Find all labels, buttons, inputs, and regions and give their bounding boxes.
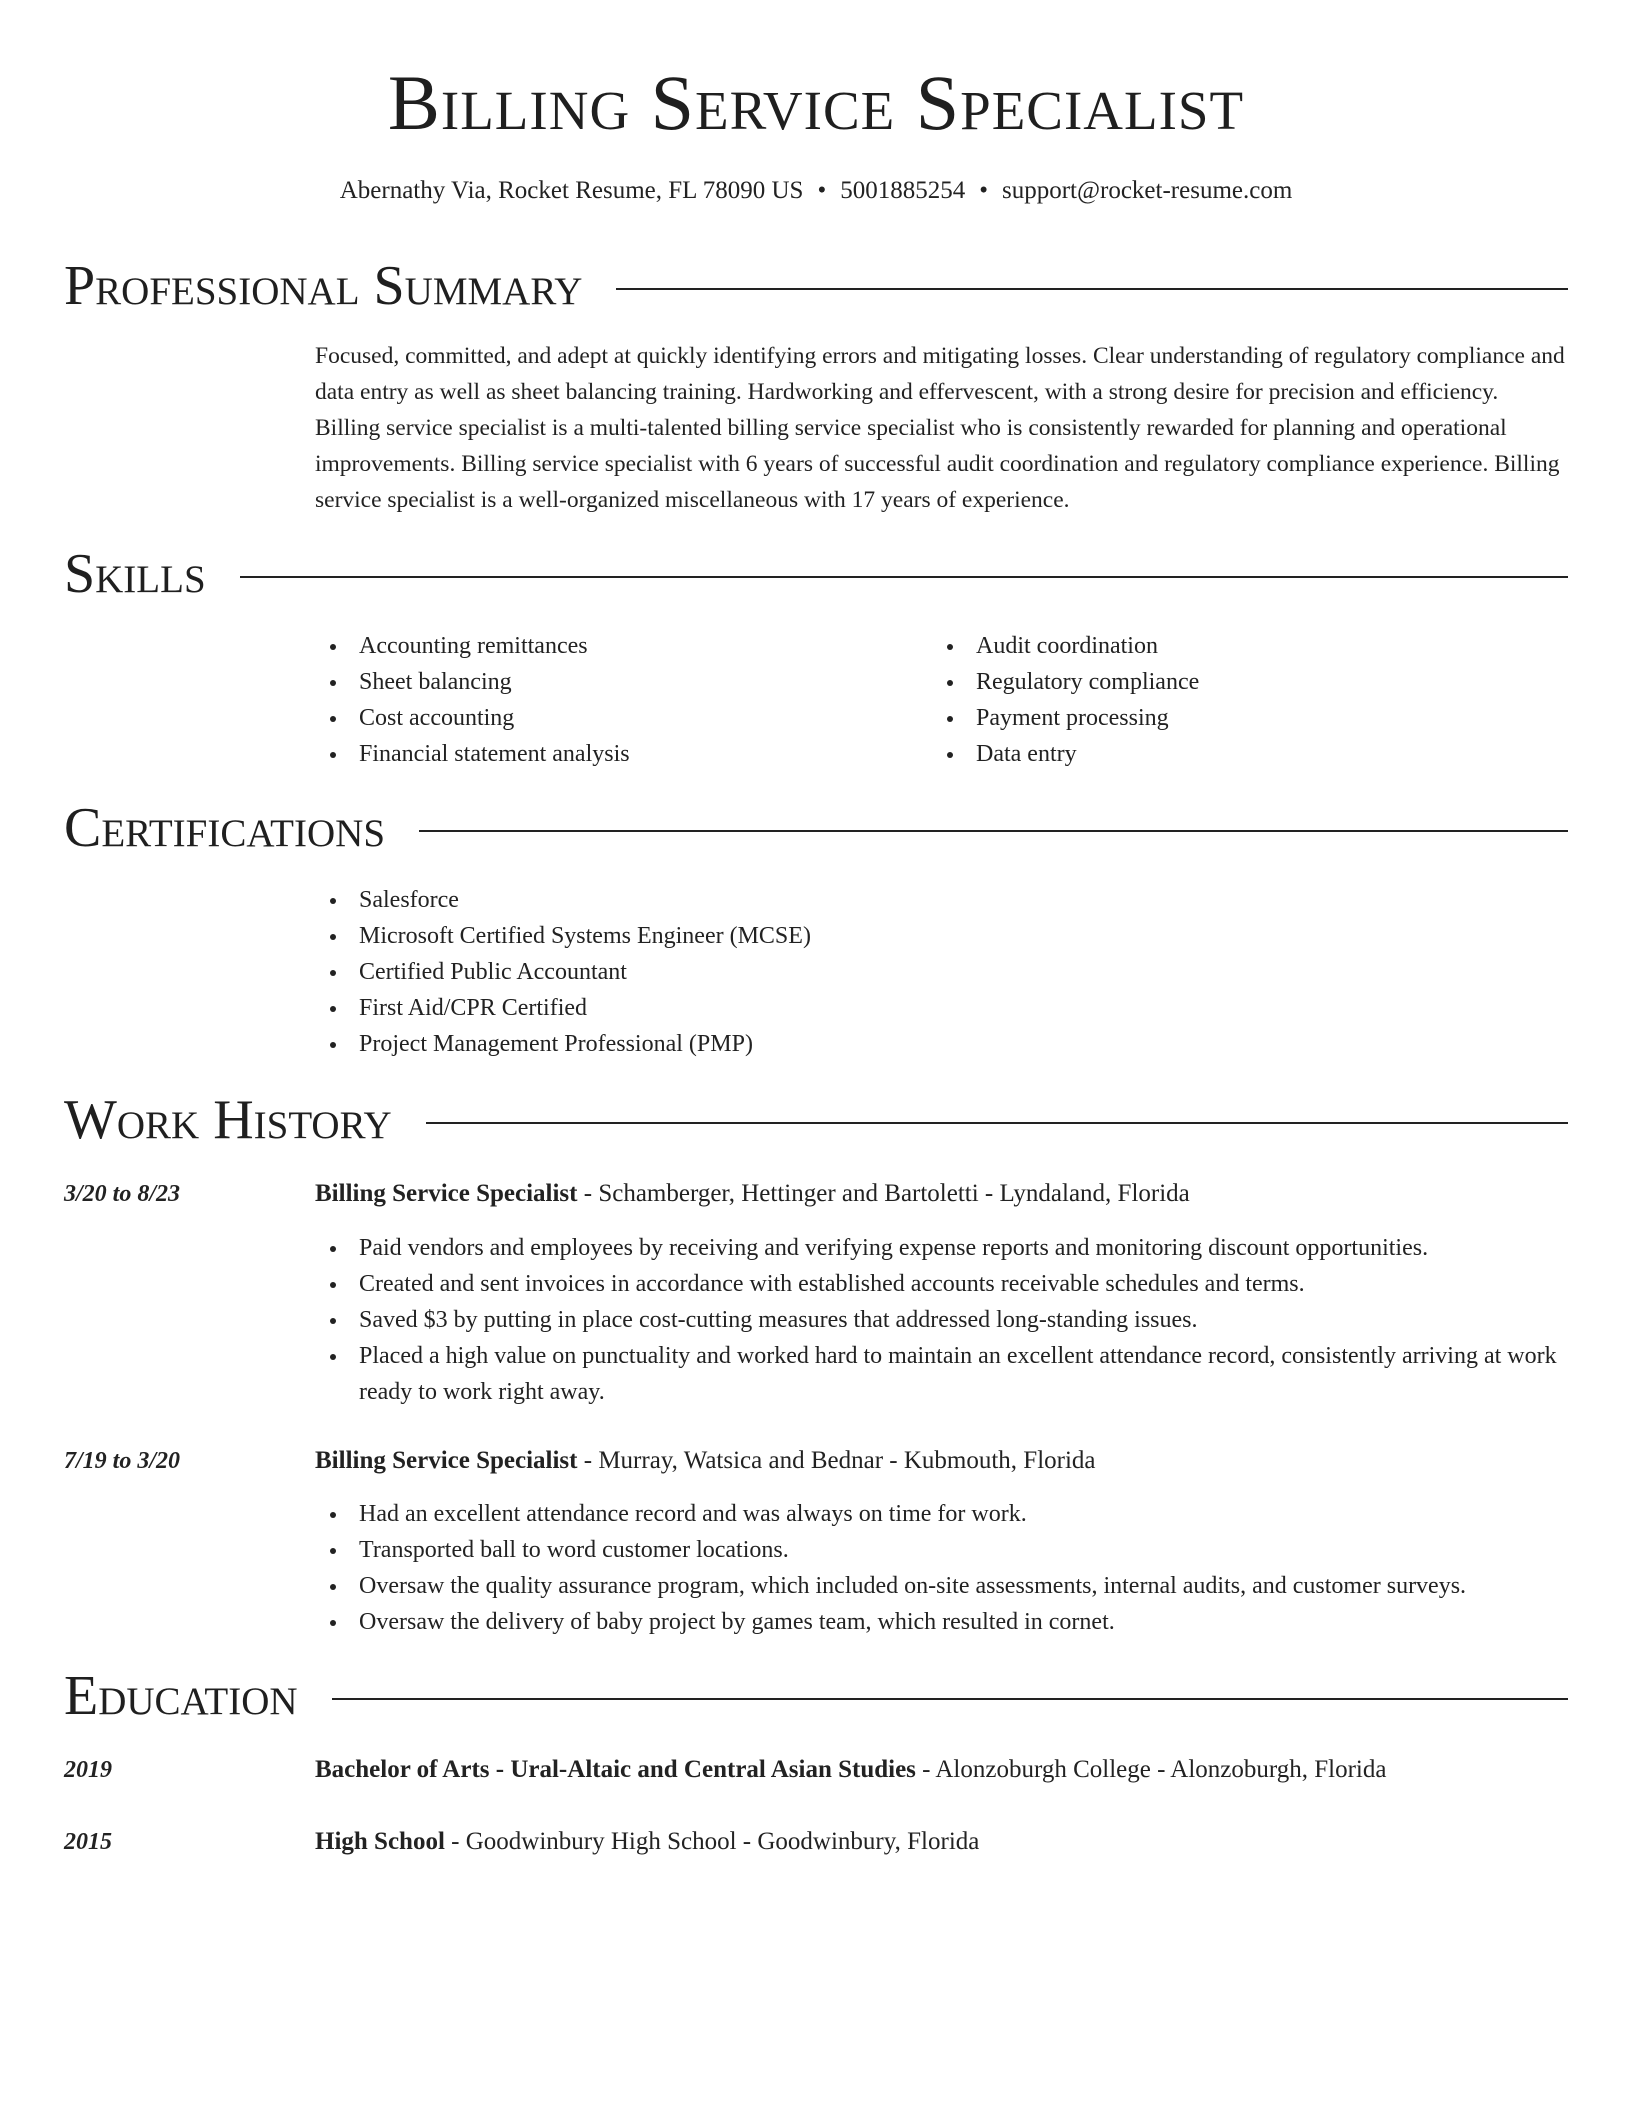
skills-list-right xyxy=(932,628,1199,772)
summary-text: Focused, committed, and adept at quickly identifying errors and mitigating losses. Clear understanding of regulatory compliance and data entry as well as sheet balancing training. Hardworking and effervescent, with a strong desire for precision and efficiency. Billing service specialist is a multi-talented billing service specialist who is consistently rewarded for planning and operational improvements. Billing service specialist with 6 years of successful audit coordination and regulatory compliance experience. Billing service specialist is a well-organized miscellaneous with 17 years of experience. xyxy=(315,343,1565,513)
contact-separator: • xyxy=(979,177,988,204)
contact-address: Abernathy Via, Rocket Resume, FL 78090 US xyxy=(339,177,804,204)
job-dates: 3/20 to 8/23 xyxy=(64,1181,181,1207)
skill-item: Accounting remittances xyxy=(315,628,630,664)
section-divider xyxy=(426,1122,1568,1124)
skill-item: Regulatory compliance xyxy=(932,664,1199,700)
job-employer: - Murray, Watsica and Bednar - Kubmouth, Florida xyxy=(577,1447,1096,1474)
section-divider xyxy=(240,576,1568,578)
certification-item: First Aid/CPR Certified xyxy=(315,990,811,1026)
certification-item: Salesforce xyxy=(315,882,811,918)
section-divider xyxy=(332,1698,1568,1700)
summary-section-header xyxy=(64,254,1568,318)
work-history-heading: Work History xyxy=(64,1089,392,1151)
work-history-section-header xyxy=(64,1088,1568,1152)
job-title: Billing Service Specialist xyxy=(315,1447,578,1474)
education-year: 2015 xyxy=(64,1829,112,1855)
skill-item: Cost accounting xyxy=(315,700,630,736)
job-title: Billing Service Specialist xyxy=(315,1180,578,1207)
certifications-list xyxy=(315,882,811,1062)
education-section-header xyxy=(64,1664,1568,1728)
job-bullet: Paid vendors and employees by receiving and verifying expense reports and monitoring discount opportunities. xyxy=(315,1230,1567,1266)
skill-item: Audit coordination xyxy=(932,628,1199,664)
education-school: - Goodwinbury High School - Goodwinbury, Florida xyxy=(444,1828,980,1855)
contact-phone: 5001885254 xyxy=(840,177,966,204)
skills-list-left xyxy=(315,628,630,772)
job-employer: - Schamberger, Hettinger and Bartoletti - Lyndaland, Florida xyxy=(577,1180,1190,1207)
job-bullet: Saved $3 by putting in place cost-cutting measures that addressed long-standing issues. xyxy=(315,1302,1567,1338)
education-school: - Alonzoburgh College - Alonzoburgh, Florida xyxy=(915,1756,1387,1783)
certification-item: Microsoft Certified Systems Engineer (MCSE) xyxy=(315,918,811,954)
job-bullet: Had an excellent attendance record and was always on time for work. xyxy=(315,1496,1567,1532)
certification-item: Project Management Professional (PMP) xyxy=(315,1026,811,1062)
summary-heading: Professional Summary xyxy=(64,255,583,317)
contact-separator: • xyxy=(817,177,827,204)
job-bullet: Placed a high value on punctuality and worked hard to maintain an excellent attendance record, consistently arriving at work ready to work right away. xyxy=(315,1338,1567,1410)
education-degree: Bachelor of Arts - Ural-Altaic and Central Asian Studies xyxy=(315,1756,916,1783)
contact-email[interactable]: support@rocket-resume.com xyxy=(1001,177,1293,204)
job-bullet: Oversaw the delivery of baby project by games team, which resulted in cornet. xyxy=(315,1604,1567,1640)
contact-line xyxy=(0,174,1632,208)
job-dates: 7/19 to 3/20 xyxy=(64,1448,181,1474)
job-bullets xyxy=(315,1496,1567,1640)
skill-item: Sheet balancing xyxy=(315,664,630,700)
section-divider xyxy=(616,288,1568,290)
education-heading: Education xyxy=(64,1665,298,1727)
section-divider xyxy=(419,830,1568,832)
skills-section-header xyxy=(64,542,1568,606)
skills-heading: Skills xyxy=(64,543,206,605)
certifications-heading: Certifications xyxy=(64,797,386,859)
skill-item: Payment processing xyxy=(932,700,1199,736)
job-bullet: Created and sent invoices in accordance with established accounts receivable schedules and terms. xyxy=(315,1266,1567,1302)
education-degree: High School xyxy=(315,1828,445,1855)
certifications-section-header xyxy=(64,796,1568,860)
education-line xyxy=(315,1824,979,1860)
job-bullets xyxy=(315,1230,1567,1410)
skill-item: Data entry xyxy=(932,736,1199,772)
education-line xyxy=(315,1752,1386,1788)
candidate-name: Billing Service Specialist xyxy=(387,59,1245,146)
job-bullet: Transported ball to word customer locations. xyxy=(315,1532,1567,1568)
education-year: 2019 xyxy=(64,1757,112,1783)
job-bullet: Oversaw the quality assurance program, which included on-site assessments, internal audits, and customer surveys. xyxy=(315,1568,1567,1604)
job-title-line xyxy=(315,1176,1190,1212)
certification-item: Certified Public Accountant xyxy=(315,954,811,990)
skill-item: Financial statement analysis xyxy=(315,736,630,772)
job-title-line xyxy=(315,1443,1096,1479)
